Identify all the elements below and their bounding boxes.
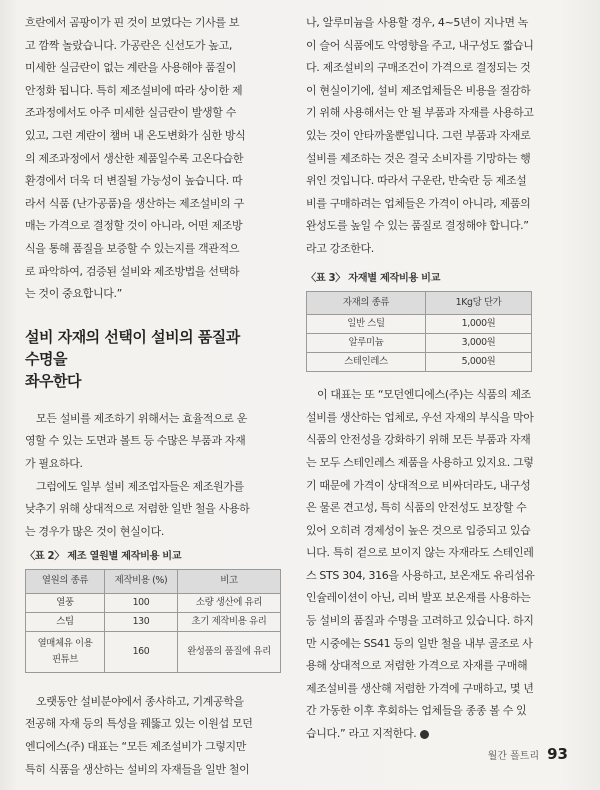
table3-caption: 〈표 3〉 자재별 제작비용 비교 [306, 272, 441, 284]
text-line: 이 현실이기에, 설비 제조업체들은 비용을 절감하 [306, 83, 531, 97]
table-row [26, 612, 281, 631]
table-cell: 완성품의 품질에 유리 [178, 631, 281, 672]
magazine-name: 월간 폴트리 [487, 751, 540, 762]
text-line: 는 것이 중요합니다.” [25, 287, 122, 301]
text-line: 모든 설비를 제조하기 위해서는 효율적으로 운 [36, 411, 247, 425]
text-line: 가 필요하다. [25, 456, 83, 470]
paragraph [25, 691, 283, 781]
table-cell: 스팀 [26, 612, 105, 631]
text-line [306, 723, 568, 746]
paragraph [306, 12, 568, 261]
table2-caption: 〈표 2〉 제조 열원별 제작비용 비교 [25, 551, 182, 563]
text-line: 있어 오히려 경제성이 높은 것으로 입증되고 있습 [306, 523, 531, 537]
right-column [306, 12, 568, 746]
text-line: 이 슬어 식품에도 악영향을 주고, 내구성도 짧습니 [306, 38, 534, 52]
text-line: 흐란에서 곰팡이가 핀 것이 보였다는 기사를 보 [25, 16, 240, 29]
text-line: 간 가동한 이후 후회하는 업체들을 종종 볼 수 있 [306, 704, 527, 718]
text-line: 이 대표는 또 “모던엔디에스(주)는 식품의 제조 [317, 388, 531, 402]
text-line: 라고 강조한다. [306, 241, 374, 255]
text-line: 엔디에스(주) 대표는 “모든 제조설비가 그렇지만 [25, 740, 247, 754]
table3 [306, 291, 532, 373]
text-line: 식을 통해 품질을 보증할 수 있는지를 객관적으 [25, 241, 240, 255]
text-line: 제조설비를 생산해 저렴한 가격에 구매하고, 몇 년 [306, 681, 534, 695]
paragraph [25, 476, 283, 544]
page-footer [488, 745, 568, 763]
table2 [25, 569, 281, 673]
text-line: 전공해 자재 등의 특성을 꿰뚫고 있는 이원섭 모던 [25, 717, 253, 731]
text-line: 니다. 특히 겉으로 보이지 않는 자재라도 스테인레 [306, 546, 534, 560]
text-line: 환경에서 더욱 더 변질될 가능성이 높습니다. 따 [25, 174, 243, 188]
table-cell: 1,000원 [426, 315, 532, 334]
text-line: 는 모두 스테인레스 제품을 사용하고 있지요. 그렇 [306, 455, 534, 469]
text-line: 기 때문에 가격이 상대적으로 비싸더라도, 내구성 [306, 478, 531, 492]
table-row [307, 334, 532, 353]
text-line: 조과정에서도 아주 미세한 실금란이 발생할 수 [25, 106, 236, 120]
table-cell: 초기 제작비용 유리 [178, 612, 281, 631]
table-row [26, 593, 281, 612]
table-cell: 160 [105, 631, 178, 672]
text-line: 은 물론 견고성, 특히 식품의 안전성도 보장할 수 [306, 501, 527, 515]
text-line: 비를 구매하려는 업체들은 가격이 아니라, 제품의 [306, 196, 531, 210]
text-line: 특히 식품을 생산하는 설비의 자재들을 일반 철이 [25, 762, 250, 776]
text-line: 만 시중에는 SS41 등의 일반 철을 내부 골조로 사 [306, 636, 533, 650]
table-header: 자재의 종류 [307, 291, 426, 315]
paragraph [25, 408, 283, 476]
text-line: 영할 수 있는 도면과 볼트 등 수많은 부품과 자재 [25, 434, 246, 448]
table-cell: 스테인레스 [307, 353, 426, 372]
text-line: 인슐레이션이 아닌, 리버 발포 보온재를 사용하는 [306, 591, 531, 605]
table-cell: 소량 생산에 유리 [178, 593, 281, 612]
text-line: 용해 상대적으로 저렴한 가격으로 자재를 구매해 [306, 659, 528, 673]
text-line: 안정화 됩니다. 특히 제조설비에 따라 상이한 제 [25, 83, 243, 97]
table-cell: 130 [105, 612, 178, 631]
text-line: 위인 것입니다. 따라서 구운란, 반숙란 등 제조설 [306, 174, 527, 188]
text-line: 식품의 안전성을 강화하기 위해 모든 부품과 자재 [306, 433, 531, 447]
table-cell: 5,000원 [426, 353, 532, 372]
page-number: 93 [547, 745, 568, 763]
left-column [25, 12, 283, 781]
text-line: 기 위해 사용해서는 안 될 부품과 자재를 사용하고 [306, 106, 534, 120]
table-cell: 100 [105, 593, 178, 612]
text-line: 로 파악하여, 검증된 설비와 제조방법을 선택하 [25, 264, 240, 278]
text-span: 습니다.” 라고 지적한다. [306, 727, 417, 741]
intro-paragraph [25, 12, 283, 306]
table-cell: 일반 스틸 [307, 315, 426, 334]
text-line: 의 제조과정에서 생산한 제품일수록 고온다습한 [25, 151, 244, 165]
text-line: 그럼에도 일부 설비 제조업자들은 제조원가를 [36, 479, 244, 493]
text-line: 매는 가격으로 결정할 것이 아니라, 어떤 제조방 [25, 219, 243, 233]
table-cell: 열풍 [26, 593, 105, 612]
heading-line: 좌우한다 [25, 371, 81, 390]
paragraph [306, 384, 568, 746]
text-line: 라서 식품 (난가공품)을 생산하는 제조설비의 구 [25, 196, 244, 210]
table-cell: 3,000원 [426, 334, 532, 353]
text-line: 등 설비의 품질과 수명을 고려하고 있습니다. 하지 [306, 614, 534, 628]
text-line: 낮추기 위해 상대적으로 저렴한 일반 철을 사용하 [25, 502, 250, 516]
table-header: 1Kg당 단가 [426, 291, 532, 315]
text-line: 있고, 그런 계란이 챔버 내 온도변화가 심한 방식 [25, 128, 246, 142]
text-line: 설비를 생산하는 업체로, 우선 자재의 부식을 막아 [306, 410, 534, 424]
table-header: 제작비용 (%) [105, 570, 178, 594]
article-end-icon [420, 730, 429, 739]
text-line: 는 경우가 많은 것이 현실이다. [25, 524, 165, 538]
table-header: 열원의 종류 [26, 570, 105, 594]
table-cell: 알루미늄 [307, 334, 426, 353]
table-row [307, 353, 532, 372]
table-header: 비고 [178, 570, 281, 594]
table-row [307, 315, 532, 334]
text-line: 설비를 제조하는 것은 결국 소비자를 기망하는 행 [306, 151, 531, 165]
section-heading [25, 326, 283, 392]
table-cell: 열매체유 이용 핀튜브 [26, 631, 105, 672]
text-line: 미세한 실금란이 없는 계란을 사용해야 품질이 [25, 61, 236, 75]
text-line: 나, 알루미늄을 사용할 경우, 4~5년이 지나면 녹 [306, 16, 529, 29]
table-header-row [307, 291, 532, 315]
text-line: 완성도를 높일 수 있는 품질로 결정해야 합니다.” [306, 219, 529, 233]
table-row [26, 631, 281, 672]
text-line: 있는 것이 안타까울뿐입니다. 그런 부품과 자재로 [306, 128, 531, 142]
table-header-row [26, 570, 281, 594]
text-line: 오랫동안 설비분야에서 종사하고, 기계공학을 [36, 694, 244, 708]
heading-line: 설비 자재의 선택이 설비의 품질과 수명을 [25, 327, 240, 368]
text-line: 고 깜짝 놀랐습니다. 가공란은 신선도가 높고, [25, 38, 232, 52]
text-line: 다. 제조설비의 구매조건이 가격으로 결정되는 것 [306, 61, 531, 75]
text-line: 스 STS 304, 316을 사용하고, 보온재도 유리섬유 [306, 568, 535, 582]
